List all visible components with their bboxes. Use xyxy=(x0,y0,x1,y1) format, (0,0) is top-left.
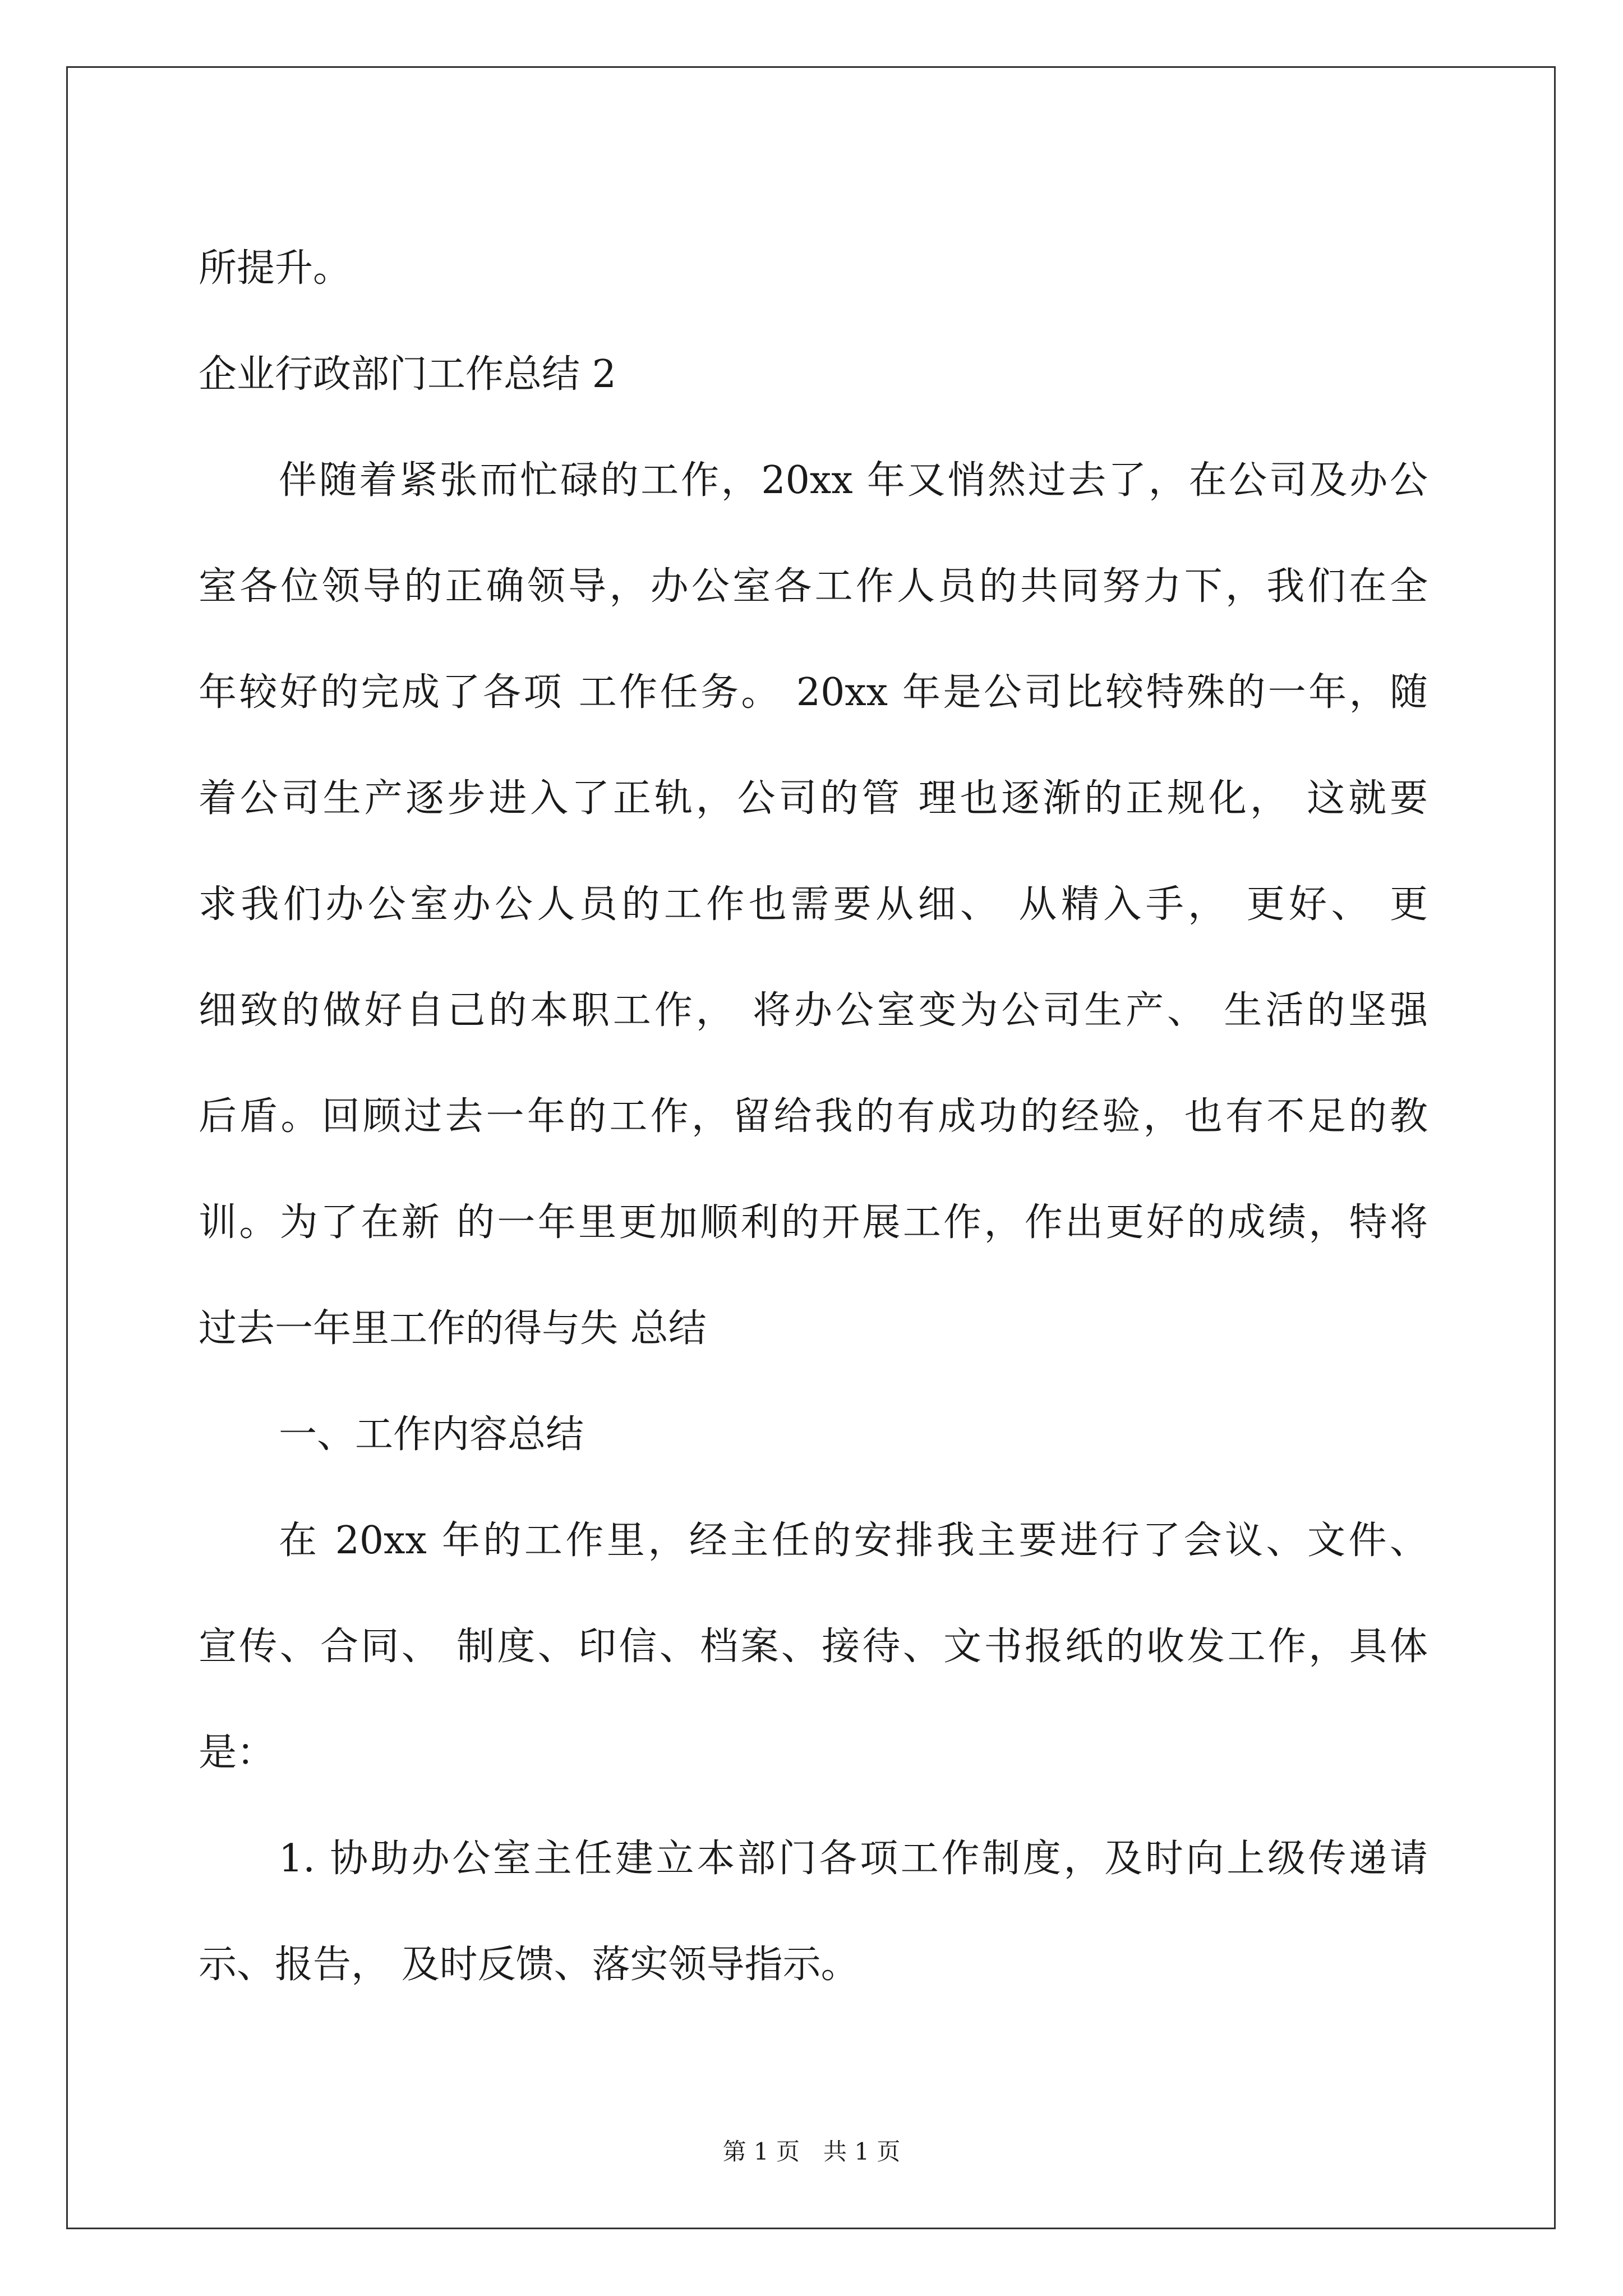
body-line: 宣传、合同、 制度、印信、档案、接待、文书报纸的收发工作，具体 xyxy=(199,1625,1428,1669)
body-line: 是： xyxy=(199,1731,275,1775)
body-line: 室各位领导的正确领导，办公室各工作人员的共同努力下，我们在全 xyxy=(199,564,1428,609)
section-title: 企业行政部门工作总结 2 xyxy=(199,352,616,397)
subsection-heading: 一、工作内容总结 xyxy=(279,1412,584,1457)
body-line: 细致的做好自己的本职工作， 将办公室变为公司生产、 生活的坚强 xyxy=(199,988,1428,1033)
body-line: 求我们办公室办公人员的工作也需要从细、 从精入手， 更好、 更 xyxy=(199,882,1428,927)
body-line: 在 20xx 年的工作里，经主任的安排我主要进行了会议、文件、 xyxy=(279,1519,1428,1563)
body-line: 过去一年里工作的得与失 总结 xyxy=(199,1306,707,1351)
body-line: 训。为了在新 的一年里更加顺利的开展工作，作出更好的成绩，特将 xyxy=(199,1200,1428,1245)
list-item-line: 1. 协助办公室主任建立本部门各项工作制度，及时向上级传递请 xyxy=(279,1837,1428,1881)
body-line: 所提升。 xyxy=(199,246,352,291)
body-line: 年较好的完成了各项 工作任务。 20xx 年是公司比较特殊的一年，随 xyxy=(199,670,1428,715)
body-line: 后盾。回顾过去一年的工作，留给我的有成功的经验，也有不足的教 xyxy=(199,1094,1428,1139)
list-item-line: 示、报告， 及时反馈、落实领导指示。 xyxy=(199,1943,859,1987)
body-line: 伴随着紧张而忙碌的工作，20xx 年又悄然过去了，在公司及办公 xyxy=(279,458,1428,503)
document-body xyxy=(199,215,1428,2018)
body-line: 着公司生产逐步进入了正轨，公司的管 理也逐渐的正规化， 这就要 xyxy=(199,776,1428,821)
page-footer: 第 1 页 共 1 页 xyxy=(722,2138,901,2165)
